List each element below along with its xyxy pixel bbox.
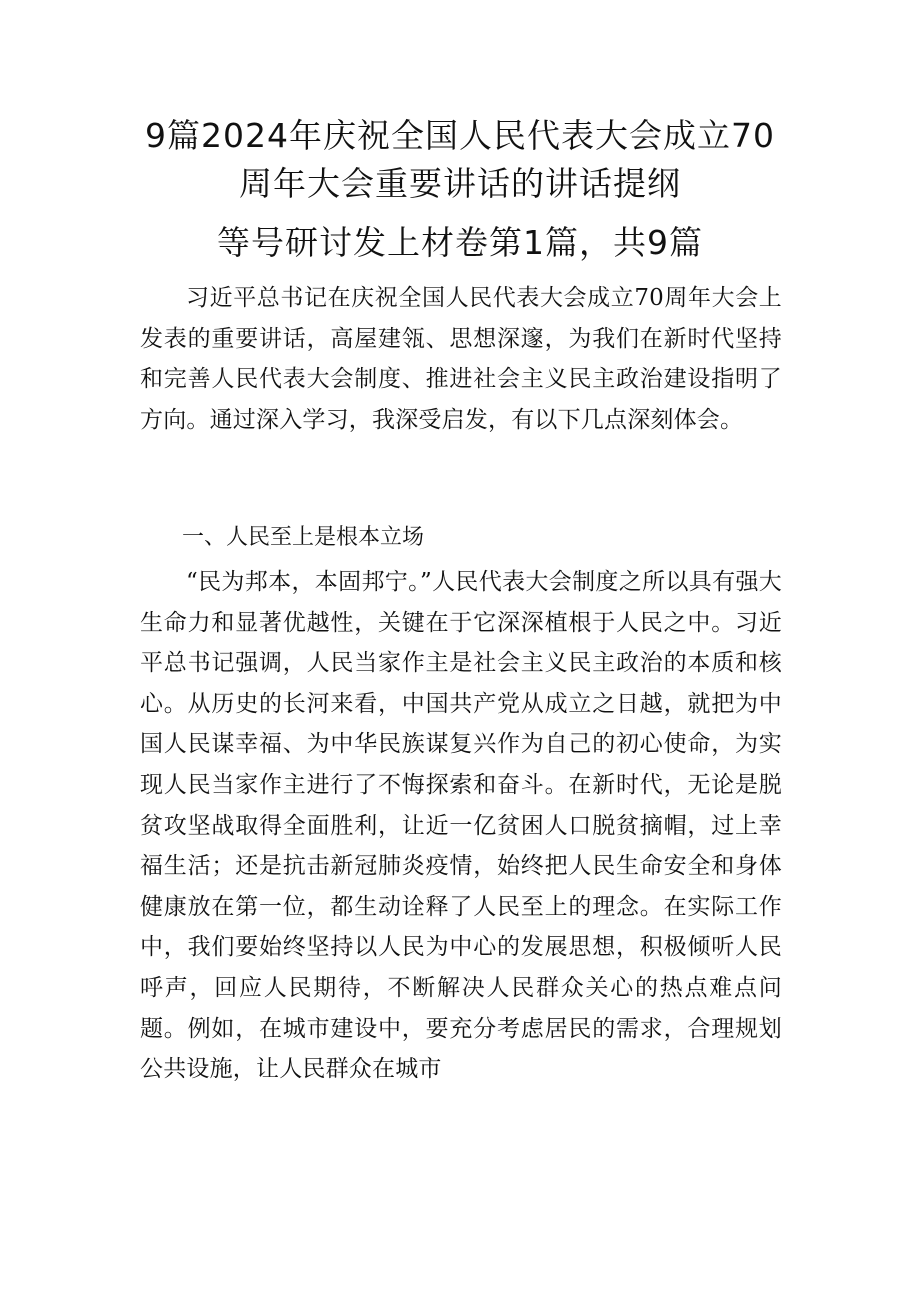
document-title-line-3: 等号研讨发上材卷第1篇，共9篇 [217,223,703,262]
section-heading: 一、人民至上是根本立场 [182,525,425,550]
body-paragraph: “民为邦本，本固邦宁。”人民代表大会制度之所以具有强大生命力和显著优越性，关键在于它深深植根于人民之中。习近平总书记强调，人民当家作主是社会主义民主政治的本质和核心。从历史的长河来看，中国共产党从成立之日越，就把为中国人民谋幸福、为中华民族谋复兴作为自己的初心使命，为实现人民当家作主进行了不悔探索和奋斗。在新时代，无论是脱贫攻坚战取得全面胜利，让近一亿贫困人口脱贫摘帽，过上幸福生活；还是抗击新冠肺炎疫情，始终把人民生命安全和身体健康放在第一位，都生动诠释了人民至上的理念。在实际工作中，我们要始终坚持以人民为中心的发展思想，积极倾听人民呼声，回应人民期待，不断解决人民群众关心的热点难点问题。例如，在城市建设中，要充分考虑居民的需求，合理规划公共设施，让人民群众在城市 [140,569,782,1083]
intro-paragraph: 习近平总书记在庆祝全国人民代表大会成立70周年大会上发表的重要讲话，高屋建瓴、思想深邃，为我们在新时代坚持和完善人民代表大会制度、推进社会主义民主政治建设指明了方向。通过深入学习，我深受启发，有以下几点深刻体会。 [140,285,782,433]
document-title-line-2: 周年大会重要讲话的讲话提纲 [239,164,681,203]
document-title-line-1: 9篇2024年庆祝全国人民代表大会成立70 [145,116,775,155]
